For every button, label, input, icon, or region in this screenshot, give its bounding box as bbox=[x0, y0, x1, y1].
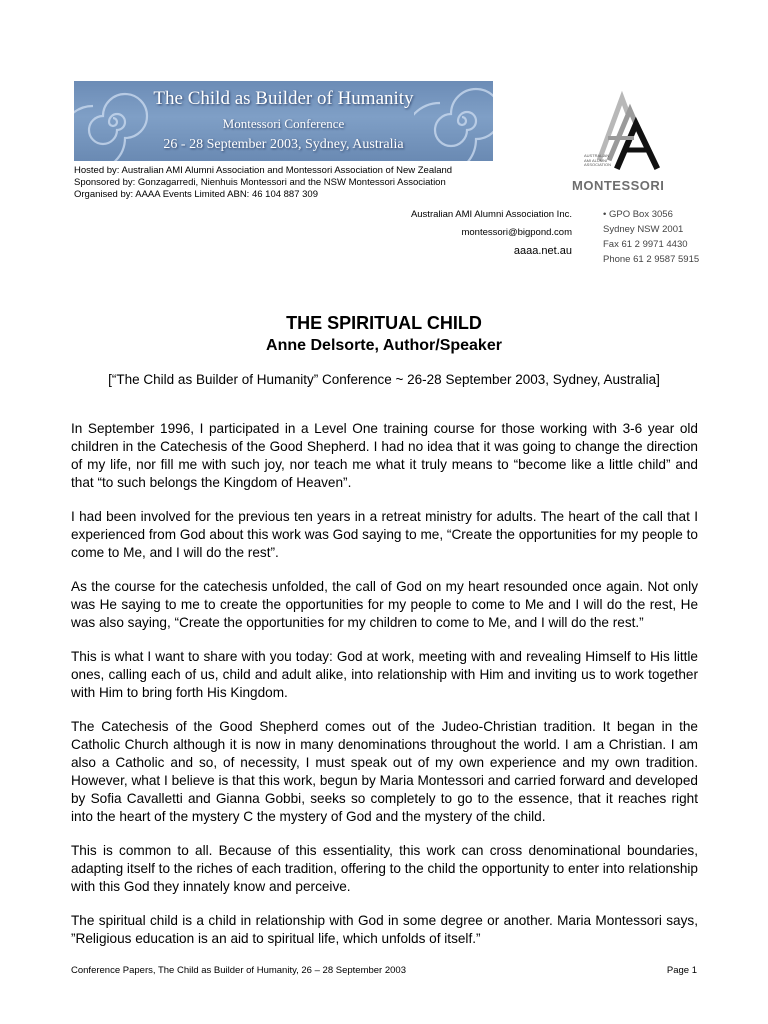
banner-title: The Child as Builder of Humanity bbox=[153, 88, 414, 109]
hosted-line: Hosted by: Australian AMI Alumni Association and Montessori Association of New Zealand bbox=[74, 165, 453, 176]
logo-name: MONTESSORI bbox=[572, 178, 665, 193]
hosted-info bbox=[74, 165, 452, 201]
page-title: THE SPIRITUAL CHILD bbox=[286, 313, 482, 333]
address-block bbox=[603, 207, 699, 267]
montessori-logo bbox=[570, 88, 680, 198]
paragraph: This is common to all. Because of this essentiality, this work can cross denominational boundaries, adapting itself to the riches of each tradition, offering to the child the opportunity to enter into relationship with this God they innately know and perceive. bbox=[71, 843, 698, 894]
organised-line: Organised by: AAAA Events Limited ABN: 46 104 887 309 bbox=[74, 189, 318, 200]
email-link[interactable]: montessori@bigpond.com bbox=[461, 227, 572, 238]
conference-banner bbox=[74, 81, 493, 161]
paragraph: I had been involved for the previous ten years in a retreat ministry for adults. The heart of the call that I experienced from God about this work was God saying to me, “Create the opportunities for my people to come to Me, and I will do the rest”. bbox=[71, 509, 698, 560]
org-name: Australian AMI Alumni Association Inc. bbox=[410, 209, 572, 220]
fax-line: Fax 61 2 9971 4430 bbox=[603, 239, 688, 250]
paragraph: This is what I want to share with you today: God at work, meeting with and revealing Himself to His little ones, calling each of us, child and adult alike, into relationship with Him and inviting us to work together with Him to bring forth His Kingdom. bbox=[71, 649, 698, 700]
page-number: Page 1 bbox=[666, 965, 697, 976]
article-body bbox=[71, 420, 698, 964]
banner-subtitle: Montessori Conference bbox=[222, 116, 345, 131]
logo-small-text: AUSTRALIAN AMI ALUMNI ASSOCIATION bbox=[584, 153, 612, 167]
address-line: • GPO Box 3056 bbox=[603, 209, 673, 220]
paragraph: The Catechesis of the Good Shepherd comes out of the Judeo-Christian tradition. It began in the Catholic Church although it is now in many denominations throughout the world. I am a Christian. I am also a Catholic and so, of necessity, I must speak out of my own experience and my own tradition. However, what I believe is that this work, begun by Maria Montessori and carried forward and developed by Sofia Cavalletti and Gianna Gobbi, seeks so completely to go to the essence, that it reaches right into the heart of the mystery C the mystery of God and the mystery of the child. bbox=[71, 719, 698, 824]
paragraph: As the course for the catechesis unfolded, the call of God on my heart resounded once again. Not only was He saying to me to create the opportunities for my people to come to Me and I will do the rest, He was also saying, “Create the opportunities for my children to come to Me, and I will do the rest.” bbox=[71, 579, 698, 630]
contact-block bbox=[411, 206, 572, 260]
paragraph: In September 1996, I participated in a Level One training course for those working with 3-6 year old children in the Catechesis of the Good Shepherd. I had no idea that it was going to change the direction of my life, nor fill me with such joy, nor teach me what it truly means to “become like a little child” and that “to such belongs the Kingdom of Heaven”. bbox=[71, 421, 698, 490]
banner-date: 26 - 28 September 2003, Sydney, Australia bbox=[163, 137, 404, 152]
author-line: Anne Delsorte, Author/Speaker bbox=[266, 337, 502, 354]
paragraph: The spiritual child is a child in relationship with God in some degree or another. Maria Montessori says, ”Religious education is an aid to spiritual life, which unfolds of itself.” bbox=[71, 913, 698, 946]
phone-line: Phone 61 2 9587 5915 bbox=[603, 254, 700, 265]
sponsored-line: Sponsored by: Gonzagarredi, Nienhuis Montessori and the NSW Montessori Association bbox=[74, 177, 446, 188]
address-line: Sydney NSW 2001 bbox=[603, 224, 684, 235]
website-link[interactable]: aaaa.net.au bbox=[513, 245, 572, 257]
footer-citation: Conference Papers, The Child as Builder of Humanity, 26 – 28 September 2003 bbox=[71, 965, 406, 976]
conference-line: [“The Child as Builder of Humanity” Conference ~ 26-28 September 2003, Sydney, Australia] bbox=[108, 372, 660, 387]
